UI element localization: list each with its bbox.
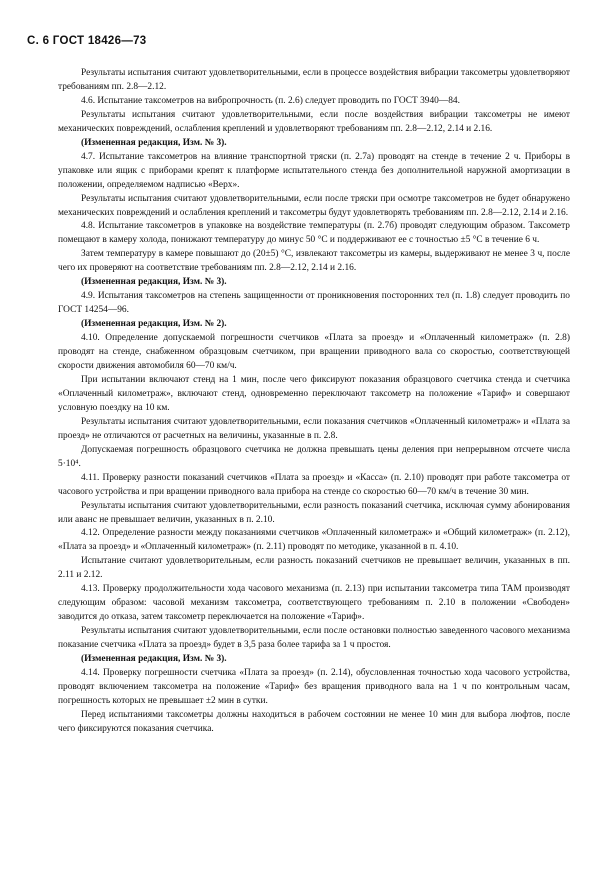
- paragraph: 4.13. Проверку продолжительности хода часового механизма (п. 2.13) при испытании таксометра типа ТАМ производят следующим образом: часовой механизм таксометра, соответствующего требованиям п. 2.10 в положении «Свободен» заводится до отказа, затем таксометр переключается на положение «Тариф».: [58, 584, 570, 623]
- paragraph: Затем температуру в камере повышают до (20±5) °С, извлекают таксометры из камеры, выдерживают не менее 3 ч, после чего их проверяют на соответствие требованиям пп. 2.8—2.12, 2.14 и 2.16.: [58, 249, 570, 274]
- paragraph: 4.9. Испытания таксометров на степень защищенности от проникновения посторонних тел (п. 1.8) следует проводить по ГОСТ 14254—96.: [58, 291, 570, 316]
- paragraph: Допускаемая погрешность образцового счетчика не должна превышать цены деления при непрерывном отсчете числа 5·10⁴.: [58, 444, 570, 469]
- paragraph: 4.8. Испытание таксометров в упаковке на воздействие температуры (п. 2.7б) проводят следующим образом. Таксометр помещают в камеру холода, понижают температуру до минус 50 °С и поддерживают ее с точностью ±5 °С в течение 6 ч.: [58, 221, 570, 246]
- paragraph: Результаты испытания считают удовлетворительными, если показания счетчиков «Оплаченный километраж» и «Плата за проезд» не отличаются от расчетных на величины, указанные в п. 2.8.: [58, 416, 570, 441]
- page-header: С. 6 ГОСТ 18426—73: [27, 35, 147, 47]
- paragraph: При испытании включают стенд на 1 мин, после чего фиксируют показания образцового счетчика стенда и счетчика «Оплаченный километраж», включают стенд, одновременно переключают таксометр на положение «Тариф» и совершают условную поездку на 10 км.: [58, 374, 570, 413]
- paragraph: 4.12. Определение разности между показаниями счетчиков «Оплаченный километраж» и «Общий километраж» (п. 2.12), «Плата за проезд» и «Оплаченный километраж» (п. 2.11) проводят по методике, указанной в п. 4.10.: [58, 528, 570, 553]
- paragraph: Результаты испытания считают удовлетворительными, если после тряски при осмотре таксометров не будет обнаружено механических повреждений и ослабления креплений и таксометры будут удовлетворять требованиям пп. 2.8—2.12, 2.14 и 2.16.: [58, 193, 570, 218]
- paragraph: Испытание считают удовлетворительным, если разность показаний счетчиков не превышает величин, указанных в пп. 2.11 и 2.12.: [58, 556, 570, 581]
- paragraph: 4.14. Проверку погрешности счетчика «Плата за проезд» (п. 2.14), обусловленная точностью хода часового устройства, проводят включением таксометра на положение «Тариф» без вращения приводного вала на 1 ч по контрольным часам, погрешность которых не превышает ±2 мин в сутки.: [58, 667, 570, 706]
- paragraph: Результаты испытания считают удовлетворительными, если после воздействия вибрации таксометры не имеют механических повреждений, ослабления креплений и удовлетворяют требованиям пп. 2.8—2.12, 2.14 и 2.16.: [58, 109, 570, 134]
- paragraph: Результаты испытания считают удовлетворительными, если разность показаний счетчика, исключая сумму абонирования или аванс не превышает величин, указанных в п. 2.10.: [58, 500, 570, 525]
- paragraph: 4.10. Определение допускаемой погрешности счетчиков «Плата за проезд» и «Оплаченный километраж» (п. 2.8) проводят на стенде, снабженном образцовым счетчиком, при вращении приводного вала со скоростью, соответствующей скорости движения автомобиля 60—70 км/ч.: [58, 333, 570, 372]
- revision-note: (Измененная редакция, Изм. № 3).: [81, 654, 227, 665]
- revision-note: (Измененная редакция, Изм. № 2).: [81, 319, 227, 330]
- paragraph: 4.7. Испытание таксометров на влияние транспортной тряски (п. 2.7а) проводят на стенде в течение 2 ч. Приборы в упаковке или ящик с приборами крепят к платформе испытательного стенда без дополнительной наружной амортизации в положении, определяемом надписью «Верх».: [58, 151, 570, 190]
- document-body: [58, 67, 570, 737]
- paragraph: Результаты испытания считают удовлетворительными, если в процессе воздействия вибрации таксометры удовлетворяют требованиям пп. 2.8—2.12.: [58, 68, 570, 92]
- paragraph: 4.11. Проверку разности показаний счетчиков «Плата за проезд» и «Касса» (п. 2.10) проводят при работе таксометра от часового устройства и при вращении приводного вала прибора на стенде со скоростью 60—70 км/ч в течение 30 мин.: [58, 472, 570, 497]
- paragraph: 4.6. Испытание таксометров на вибропрочность (п. 2.6) следует проводить по ГОСТ 3940—84.: [81, 95, 460, 106]
- revision-note: (Измененная редакция, Изм. № 3).: [81, 277, 227, 288]
- revision-note: (Измененная редакция, Изм. № 3).: [81, 137, 227, 148]
- paragraph: Результаты испытания считают удовлетворительными, если после остановки полностью заведенного часового механизма показание счетчика «Плата за проезд» будет в 3,5 раза более тарифа за 1 ч простоя.: [58, 626, 570, 651]
- paragraph: Перед испытаниями таксометры должны находиться в рабочем состоянии не менее 10 мин для выбора люфтов, после чего фиксируются показания счетчика.: [58, 709, 570, 734]
